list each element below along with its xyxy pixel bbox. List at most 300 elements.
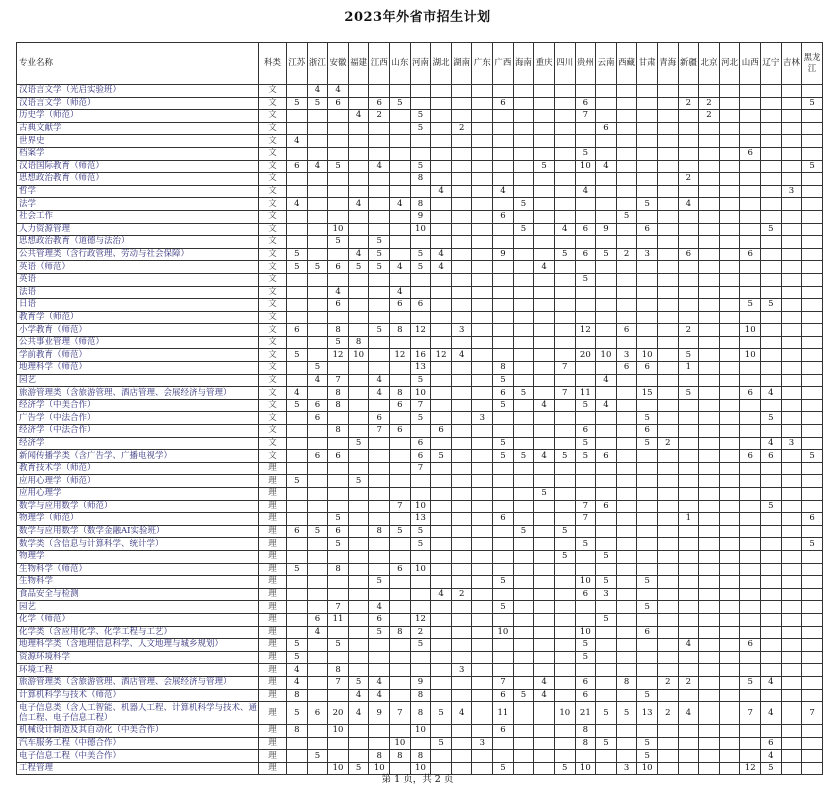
quota-cell [493,236,514,249]
quota-cell [596,725,617,738]
quota-cell [493,349,514,362]
quota-cell [431,210,452,223]
quota-cell [719,475,740,488]
quota-cell [348,538,369,551]
quota-cell [431,97,452,110]
quota-cell [348,462,369,475]
quota-cell: 10 [410,500,431,513]
quota-cell [678,399,699,412]
quota-cell [431,613,452,626]
quota-cell [328,248,349,261]
quota-cell [431,676,452,689]
quota-cell [719,613,740,626]
quota-cell [348,97,369,110]
header-province: 新疆 [678,43,699,85]
quota-cell [472,613,493,626]
quota-cell [761,110,782,123]
quota-cell [781,651,802,664]
quota-cell [513,399,534,412]
table-row [17,387,823,400]
quota-cell [657,475,678,488]
quota-cell: 5 [554,248,575,261]
quota-cell [390,110,411,123]
quota-cell [699,387,720,400]
quota-cell: 5 [554,762,575,775]
quota-cell [534,185,555,198]
quota-cell [369,639,390,652]
quota-cell: 7 [575,110,596,123]
subject-cell: 文 [259,362,287,375]
quota-cell [348,613,369,626]
quota-cell [740,160,761,173]
quota-cell [451,626,472,639]
table-row [17,135,823,148]
quota-cell: 5 [328,236,349,249]
quota-cell [699,362,720,375]
quota-cell: 5 [307,750,328,763]
quota-cell [699,236,720,249]
subject-cell: 理 [259,651,287,664]
quota-cell [699,122,720,135]
quota-cell [575,664,596,677]
major-name-cell: 新闻传播学类（含广告学、广播电视学） [17,450,259,463]
subject-cell: 文 [259,97,287,110]
quota-cell: 4 [451,702,472,725]
major-name-cell: 社会工作 [17,210,259,223]
quota-cell [740,412,761,425]
quota-cell [554,626,575,639]
table-row [17,702,823,725]
quota-cell: 5 [575,273,596,286]
quota-cell: 4 [596,160,617,173]
quota-cell [657,576,678,589]
quota-cell [657,210,678,223]
quota-cell [451,639,472,652]
quota-cell [781,538,802,551]
quota-cell [493,160,514,173]
quota-cell [616,689,637,702]
quota-cell [719,576,740,589]
subject-cell: 理 [259,750,287,763]
quota-cell: 5 [493,450,514,463]
quota-cell [451,725,472,738]
quota-cell [699,525,720,538]
quota-cell [699,588,720,601]
quota-cell [616,462,637,475]
quota-cell [534,737,555,750]
quota-cell [534,248,555,261]
header-province: 福建 [348,43,369,85]
quota-cell [740,576,761,589]
quota-cell [554,639,575,652]
quota-cell: 5 [328,538,349,551]
quota-cell [781,122,802,135]
quota-cell: 10 [575,160,596,173]
quota-cell: 8 [328,664,349,677]
quota-cell [534,412,555,425]
quota-cell [616,725,637,738]
major-name-cell: 园艺 [17,374,259,387]
quota-cell [781,248,802,261]
quota-cell: 5 [328,513,349,526]
quota-cell [554,437,575,450]
header-province: 河南 [410,43,431,85]
quota-cell [699,626,720,639]
quota-cell [740,273,761,286]
table-row [17,588,823,601]
quota-cell [307,664,328,677]
quota-cell: 8 [410,702,431,725]
quota-cell: 5 [637,601,658,614]
quota-cell [513,563,534,576]
quota-cell [390,576,411,589]
quota-cell [575,550,596,563]
quota-cell [719,550,740,563]
quota-cell [328,500,349,513]
quota-cell [761,626,782,639]
quota-cell [781,273,802,286]
quota-cell [678,311,699,324]
quota-cell [493,412,514,425]
quota-cell: 1 [678,362,699,375]
quota-cell [637,639,658,652]
quota-cell [699,324,720,337]
quota-cell [657,725,678,738]
quota-cell [513,122,534,135]
quota-cell [472,689,493,702]
quota-cell [307,122,328,135]
quota-cell: 6 [390,399,411,412]
quota-cell [348,122,369,135]
quota-cell [740,563,761,576]
quota-cell [637,500,658,513]
quota-cell [637,173,658,186]
quota-cell [596,135,617,148]
quota-cell [616,488,637,501]
quota-cell [802,324,823,337]
quota-cell [740,374,761,387]
quota-cell [575,122,596,135]
header-province: 黑龙江 [802,43,823,85]
quota-cell [554,160,575,173]
quota-cell: 13 [410,362,431,375]
quota-cell: 11 [493,702,514,725]
quota-cell [287,85,308,98]
quota-cell [596,488,617,501]
quota-cell [802,387,823,400]
quota-cell [657,324,678,337]
quota-cell [596,299,617,312]
quota-cell: 5 [761,223,782,236]
quota-cell: 4 [348,702,369,725]
quota-cell [431,412,452,425]
quota-cell [534,198,555,211]
quota-cell [781,488,802,501]
quota-cell [699,349,720,362]
quota-cell [781,475,802,488]
quota-cell: 3 [781,185,802,198]
table-row [17,676,823,689]
quota-cell [287,147,308,160]
quota-cell [740,362,761,375]
major-name-cell: 经济学 [17,437,259,450]
quota-cell [513,248,534,261]
quota-cell: 15 [637,387,658,400]
quota-cell [616,513,637,526]
header-province: 安徽 [328,43,349,85]
quota-cell [554,664,575,677]
quota-cell: 10 [328,725,349,738]
quota-cell: 13 [410,513,431,526]
quota-cell [534,135,555,148]
quota-cell [472,513,493,526]
quota-cell [802,601,823,614]
table-row [17,210,823,223]
quota-cell [637,513,658,526]
quota-cell: 5 [410,261,431,274]
table-row [17,475,823,488]
quota-cell [802,676,823,689]
quota-cell [781,550,802,563]
quota-cell [534,299,555,312]
table-row [17,462,823,475]
quota-cell [554,651,575,664]
quota-cell [390,236,411,249]
quota-cell [369,588,390,601]
quota-cell: 3 [637,248,658,261]
quota-cell: 5 [369,236,390,249]
subject-cell: 理 [259,475,287,488]
quota-cell [657,664,678,677]
subject-cell: 文 [259,311,287,324]
table-row [17,185,823,198]
quota-cell [719,198,740,211]
table-row [17,261,823,274]
quota-cell [740,236,761,249]
quota-cell [493,425,514,438]
quota-cell [472,85,493,98]
quota-cell [596,462,617,475]
quota-cell: 6 [493,513,514,526]
quota-cell [616,437,637,450]
quota-cell [287,185,308,198]
quota-cell: 4 [451,349,472,362]
quota-cell: 5 [575,538,596,551]
quota-cell [348,362,369,375]
quota-cell [657,362,678,375]
quota-cell [534,362,555,375]
quota-cell [431,236,452,249]
quota-cell: 8 [328,387,349,400]
quota-cell [451,160,472,173]
quota-cell [554,399,575,412]
quota-cell [451,450,472,463]
major-name-cell: 数学与应用数学（数学金融AI实验班） [17,525,259,538]
quota-cell: 7 [390,500,411,513]
quota-cell: 7 [575,513,596,526]
quota-cell [307,737,328,750]
quota-cell [431,639,452,652]
quota-cell [616,135,637,148]
quota-cell [390,85,411,98]
quota-cell: 10 [369,762,390,775]
quota-cell [513,462,534,475]
quota-cell [451,147,472,160]
quota-cell [678,750,699,763]
quota-cell [472,538,493,551]
quota-cell [307,336,328,349]
quota-cell [534,538,555,551]
subject-cell: 文 [259,110,287,123]
quota-cell: 5 [554,450,575,463]
quota-cell [348,588,369,601]
quota-cell: 4 [369,160,390,173]
quota-cell [596,110,617,123]
quota-cell [781,261,802,274]
quota-cell: 6 [575,588,596,601]
quota-cell [596,563,617,576]
major-name-cell: 经济学（中法合作） [17,425,259,438]
quota-cell [554,613,575,626]
quota-cell: 8 [390,387,411,400]
quota-cell: 6 [616,362,637,375]
quota-cell [719,185,740,198]
quota-cell [596,236,617,249]
quota-cell [534,286,555,299]
quota-cell [699,173,720,186]
quota-cell [431,475,452,488]
quota-cell [348,286,369,299]
quota-cell [287,588,308,601]
quota-cell: 6 [575,97,596,110]
quota-cell: 5 [575,437,596,450]
quota-cell [678,664,699,677]
quota-cell [451,425,472,438]
quota-cell [657,85,678,98]
quota-cell [616,399,637,412]
quota-cell [637,588,658,601]
quota-cell [307,563,328,576]
major-name-cell: 旅游管理类（含旅游管理、酒店管理、会展经济与管理） [17,387,259,400]
quota-cell: 6 [740,450,761,463]
quota-cell: 7 [554,362,575,375]
quota-cell [699,689,720,702]
table-row [17,236,823,249]
quota-cell [699,399,720,412]
quota-cell [410,273,431,286]
quota-cell: 8 [328,563,349,576]
quota-cell [575,412,596,425]
quota-cell [493,324,514,337]
quota-cell: 5 [637,198,658,211]
quota-cell [451,462,472,475]
quota-cell [513,500,534,513]
quota-cell [493,563,514,576]
quota-cell [699,737,720,750]
page-footer: 第 1 页，共 2 页 [381,774,454,785]
quota-cell [431,488,452,501]
table-row [17,85,823,98]
quota-cell [761,576,782,589]
quota-cell [390,362,411,375]
quota-cell [493,550,514,563]
quota-cell [596,387,617,400]
quota-cell: 1 [678,513,699,526]
quota-cell: 5 [410,160,431,173]
quota-cell: 5 [431,737,452,750]
quota-cell [637,261,658,274]
major-name-cell: 汽车服务工程（中德合作） [17,737,259,750]
quota-cell [554,311,575,324]
table-row [17,664,823,677]
quota-cell [554,336,575,349]
quota-cell: 5 [410,374,431,387]
quota-cell: 8 [390,626,411,639]
quota-cell [596,676,617,689]
quota-cell [390,311,411,324]
quota-cell [493,122,514,135]
quota-cell [657,122,678,135]
major-name-cell: 汉语言文学（光启实验班） [17,85,259,98]
quota-cell [348,750,369,763]
quota-cell [431,160,452,173]
subject-cell: 文 [259,349,287,362]
quota-cell [637,664,658,677]
quota-cell [781,500,802,513]
quota-cell: 6 [328,525,349,538]
quota-cell [802,374,823,387]
quota-cell [678,437,699,450]
quota-cell [328,576,349,589]
quota-cell [390,475,411,488]
quota-cell: 5 [348,475,369,488]
quota-cell [575,173,596,186]
quota-cell: 6 [493,210,514,223]
quota-cell [307,689,328,702]
quota-cell [699,160,720,173]
quota-cell [287,538,308,551]
subject-cell: 文 [259,185,287,198]
quota-cell [287,210,308,223]
subject-cell: 理 [259,702,287,725]
table-row [17,500,823,513]
quota-cell [616,286,637,299]
quota-cell [451,223,472,236]
quota-cell [719,299,740,312]
quota-cell [616,601,637,614]
quota-cell [348,425,369,438]
subject-cell: 理 [259,488,287,501]
quota-cell [699,613,720,626]
quota-cell [596,750,617,763]
quota-cell [472,324,493,337]
quota-cell [781,689,802,702]
quota-cell [369,173,390,186]
quota-cell: 5 [431,450,452,463]
quota-cell [616,299,637,312]
quota-cell [761,475,782,488]
quota-cell [513,550,534,563]
quota-cell [637,676,658,689]
quota-cell [802,122,823,135]
quota-cell: 3 [451,664,472,677]
quota-cell [287,513,308,526]
quota-cell: 6 [410,437,431,450]
quota-cell [761,374,782,387]
quota-cell [657,488,678,501]
quota-cell [678,273,699,286]
quota-cell [740,750,761,763]
